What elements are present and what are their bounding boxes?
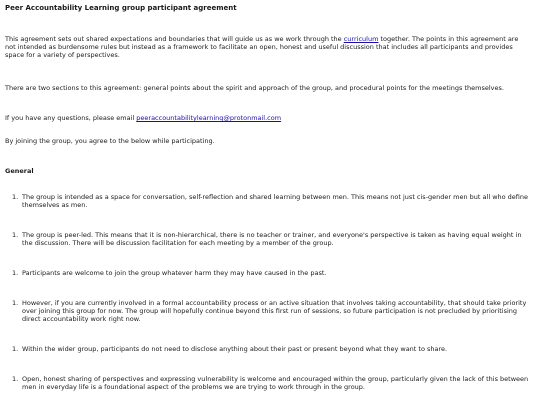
intro-paragraph-1 <box>5 35 527 59</box>
general-list <box>5 193 540 391</box>
email-link[interactable]: peeraccountabilitylearning@protonmail.com <box>136 114 282 122</box>
list-item-text: Open, honest sharing of perspectives and expressing vulnerability is welcome and encouraged within the group, particularly given the lack of this between men in everyday life is a foundational aspect of the problems we are trying to work through in the group. <box>22 375 529 391</box>
intro-text-after-link: together. The points in this agreement are not intended as burdensome rules but instead as a framework to facilitate an open, honest and useful discussion that includes all participants and provides space for a variety of perspectives. <box>5 35 519 59</box>
intro-text-before-link: This agreement sets out shared expectations and boundaries that will guide us as we work through the <box>5 35 344 43</box>
list-item <box>5 193 530 209</box>
list-item-number: 1. <box>12 299 19 307</box>
list-item-number: 1. <box>12 269 19 277</box>
page-title: Peer Accountability Learning group participant agreement <box>5 4 237 12</box>
list-item-text: However, if you are currently involved in a formal accountability process or an active situation that involves taking accountability, that should take priority over joining this group for now. The group will hopefully continue beyond this first run of sessions, so future participation is not precluded by prioritising direct accountability work right now. <box>22 299 527 323</box>
intro-paragraph-4: By joining the group, you agree to the below while participating. <box>5 137 215 145</box>
list-item-number: 1. <box>12 193 19 201</box>
list-item <box>5 299 530 323</box>
list-item-text: Within the wider group, participants do not need to disclose anything about their past or present beyond what they want to share. <box>22 345 448 353</box>
curriculum-link[interactable]: curriculum <box>343 35 379 43</box>
list-item-number: 1. <box>12 345 19 353</box>
general-heading: General <box>5 167 34 175</box>
list-item-text: Participants are welcome to join the group whatever harm they may have caused in the past. <box>22 269 327 277</box>
list-item-text: The group is peer-led. This means that it is non-hierarchical, there is no teacher or trainer, and everyone's perspective is taken as having equal weight in the discussion. There will be discussion facilitation for each meeting by a member of the group. <box>22 231 522 247</box>
list-item-number: 1. <box>12 231 19 239</box>
list-item <box>5 345 530 353</box>
contact-text: If you have any questions, please email <box>5 114 137 122</box>
list-item <box>5 375 530 391</box>
list-item <box>5 231 530 247</box>
intro-paragraph-3 <box>5 114 527 122</box>
list-item-number: 1. <box>12 375 19 383</box>
intro-paragraph-2: There are two sections to this agreement: general points about the spirit and approach of the group, and procedural points for the meetings themselves. <box>5 84 504 92</box>
list-item <box>5 269 530 277</box>
list-item-text: The group is intended as a space for conversation, self-reflection and shared learning between men. This means not just cis-gender men but all who define themselves as men. <box>22 193 529 209</box>
